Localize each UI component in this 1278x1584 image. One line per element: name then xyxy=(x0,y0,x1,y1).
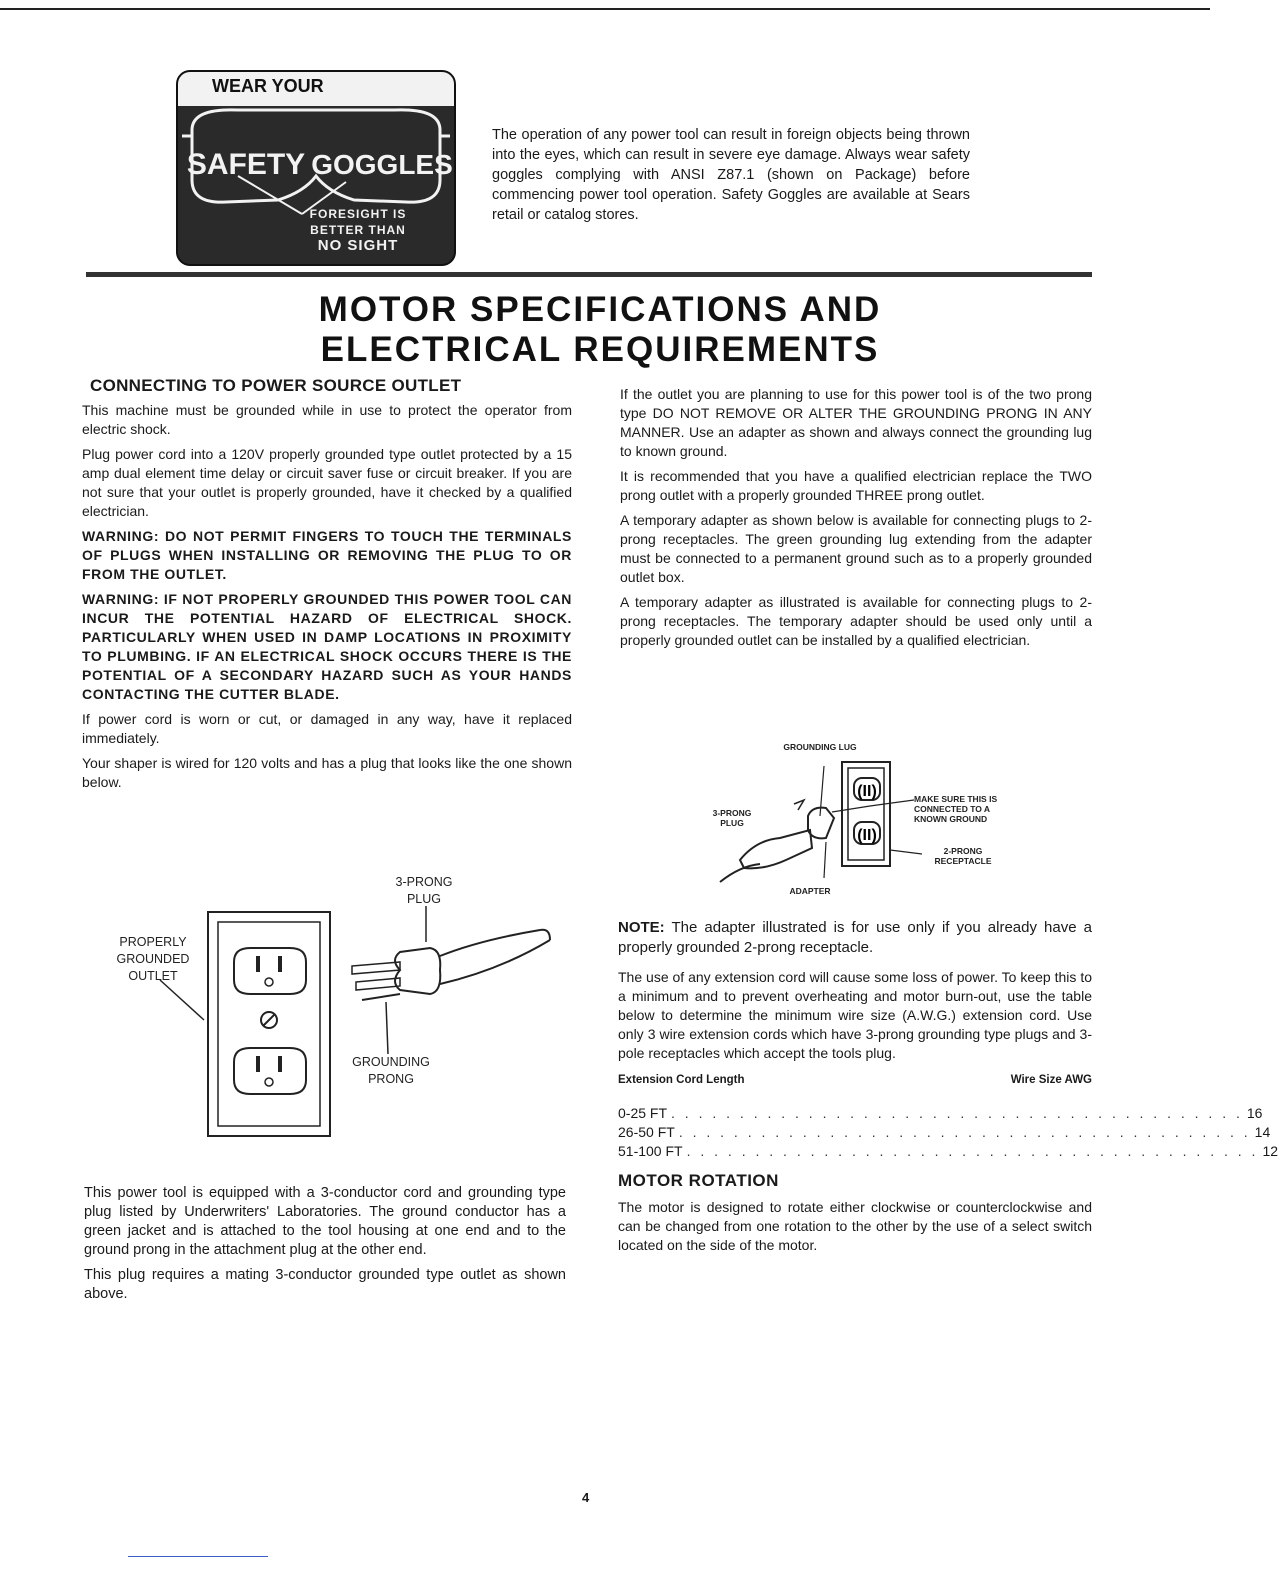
right-column-bottom xyxy=(618,918,1278,1261)
table-row xyxy=(618,1142,1278,1161)
badge-no-sight: NO SIGHT xyxy=(317,237,399,254)
paragraph: This power tool is equipped with a 3-conductor cord and grounding type plug listed by Underwriters' Laboratories. The ground conductor has a green jacket and is attached to the tool housing at one end and to the ground prong in the attachment plug at the other end. xyxy=(84,1185,566,1258)
row-length: 0-25 FT xyxy=(618,1105,668,1121)
receptacle-slots-icon: (II) xyxy=(857,827,877,844)
badge-goggles-text: GOGGLES xyxy=(311,149,453,180)
leader-dots: . . . . . . . . . . . . . . . . . . . . . . . . . . . . . . . . . . . . . . . . . . xyxy=(686,1143,1259,1159)
warning-grounding: WARNING: IF NOT PROPERLY GROUNDED THIS POWER TOOL CAN INCUR THE POTENTIAL HAZARD OF ELECTRICAL SHOCK. PARTICULARLY WHEN USED IN DAMP LOCATIONS IN PROXIMITY TO PLUMBING. IF AN ELECTRICAL SHOCK OCCURS THERE IS THE POTENTIAL OF A SECONDARY HAZARD SUCH AS YOUR HANDS CONTACTING THE CUTTER BLADE. xyxy=(82,591,572,702)
paragraph: A temporary adapter as illustrated is available for connecting plugs to 2-prong receptacles. The temporary adapter should be used only until a properly grounded outlet can be installed by a qualified electrician. xyxy=(620,594,1092,648)
row-awg: 12 xyxy=(1262,1143,1278,1159)
row-awg: 16 xyxy=(1246,1105,1263,1121)
known-ground-label xyxy=(914,794,1024,824)
plug-label-line: 3-PRONG xyxy=(395,875,453,889)
row-length: 51-100 FT xyxy=(618,1143,683,1159)
outlet-label-line: PROPERLY xyxy=(119,935,187,949)
paragraph: This machine must be grounded while in use to protect the operator from electric shock. xyxy=(82,402,572,437)
extension-cord-text: The use of any extension cord will cause some loss of power. To keep this to a minimum and to prevent overheating and motor burn-out, use the table below to determine the minimum wire size (A.W.G.) extension cord. Use only 3 wire extension cords which have 3-prong grounding type plugs and 3-pole receptacles which accept the tools plug. xyxy=(618,969,1092,1061)
receptacle-label xyxy=(918,846,1008,866)
badge-better-line: BETTER THAN xyxy=(310,223,406,237)
known-ground-line: CONNECTED TO A xyxy=(914,804,991,814)
leader-dots: . . . . . . . . . . . . . . . . . . . . . . . . . . . . . . . . . . . . . . . . . . xyxy=(678,1124,1251,1140)
plug-label xyxy=(374,874,474,908)
receptacle-slots-icon: (II) xyxy=(857,783,877,800)
table-row xyxy=(618,1104,1263,1123)
paragraph: If power cord is worn or cut, or damaged in any way, have it replaced immediately. xyxy=(82,711,572,746)
paragraph: Plug power cord into a 120V properly grounded type outlet protected by a 15 amp dual element time delay or circuit saver fuse or circuit breaker. If you are not sure that your outlet is properly grounded, have it checked by a qualified electrician. xyxy=(82,446,572,519)
grounding-lug-label: GROUNDING LUG xyxy=(783,742,857,752)
section-divider xyxy=(86,272,1092,277)
page-number: 4 xyxy=(582,1490,590,1505)
extension-table-header xyxy=(618,1071,1092,1090)
bottom-mark xyxy=(128,1556,268,1557)
paragraph: If the outlet you are planning to use for this power tool is of the two prong type DO NOT REMOVE OR ALTER THE GROUNDING PRONG IN ANY MANNER. Use an adapter as shown and always connect the grounding lug to known ground. xyxy=(620,386,1092,459)
motor-rotation-heading: MOTOR ROTATION xyxy=(618,1171,779,1190)
page-title xyxy=(150,290,1050,370)
outlet-label-line: OUTLET xyxy=(128,969,178,983)
right-column xyxy=(620,385,1092,656)
section-heading: CONNECTING TO POWER SOURCE OUTLET xyxy=(90,376,462,395)
badge-foresight-line: FORESIGHT IS xyxy=(309,207,407,221)
safety-goggles-badge xyxy=(176,70,456,266)
col-wire-header: Wire Size AWG xyxy=(1010,1074,1092,1086)
grounding-prong-line: PRONG xyxy=(368,1072,414,1086)
receptacle-line: RECEPTACLE xyxy=(934,856,992,866)
badge-foresight xyxy=(298,206,418,254)
paragraph: A temporary adapter as shown below is available for connecting plugs to 2-prong receptacles. The green grounding lug extending from the adapter must be connected to a permanent ground such as to a properly grounded outlet box. xyxy=(620,512,1092,585)
note-text: The adapter illustrated is for use only if you already have a properly grounded 2-prong receptacle. xyxy=(618,919,1092,956)
adapter-plug-line: 3-PRONG xyxy=(712,808,752,818)
leader-dots: . . . . . . . . . . . . . . . . . . . . . . . . . . . . . . . . . . . . . . . . . . xyxy=(671,1105,1243,1121)
col-length-header: Extension Cord Length xyxy=(618,1074,745,1086)
table-row xyxy=(618,1123,1271,1142)
row-awg: 14 xyxy=(1254,1124,1271,1140)
motor-rotation-text: The motor is designed to rotate either clockwise or counterclockwise and can be changed from one rotation to the other by the use of a select switch located on the side of the motor. xyxy=(618,1199,1092,1253)
row-length: 26-50 FT xyxy=(618,1124,675,1140)
receptacle-line: 2-PRONG xyxy=(943,846,983,856)
adapter-plug-line: PLUG xyxy=(720,818,744,828)
grounded-outlet-figure xyxy=(100,870,580,1170)
paragraph: Your shaper is wired for 120 volts and has a plug that looks like the one shown below. xyxy=(82,755,572,790)
title-line-2: ELECTRICAL REQUIREMENTS xyxy=(320,330,880,369)
left-column-bottom xyxy=(84,1184,566,1310)
top-border xyxy=(0,8,1210,10)
adapter-plug-label xyxy=(700,808,764,828)
adapter-label: ADAPTER xyxy=(789,886,831,896)
left-column xyxy=(82,376,572,798)
badge-safety-text: SAFETY xyxy=(186,148,306,181)
grounding-prong-line: GROUNDING xyxy=(352,1055,430,1069)
known-ground-line: MAKE SURE THIS IS xyxy=(914,794,998,804)
grounding-prong-label xyxy=(336,1054,446,1088)
warning-fingers: WARNING: DO NOT PERMIT FINGERS TO TOUCH THE TERMINALS OF PLUGS WHEN INSTALLING OR REMOVING THE PLUG TO OR FROM THE OUTLET. xyxy=(82,528,572,582)
outlet-label-line: GROUNDED xyxy=(116,952,190,966)
plug-label-line: PLUG xyxy=(406,892,442,906)
paragraph: This plug requires a mating 3-conductor grounded type outlet as shown above. xyxy=(84,1267,566,1302)
paragraph: It is recommended that you have a qualified electrician replace the TWO prong outlet with a properly grounded THREE prong outlet. xyxy=(620,468,1092,503)
title-line-1: MOTOR SPECIFICATIONS AND xyxy=(318,290,882,329)
outlet-label xyxy=(108,934,198,985)
badge-wear-your: WEAR YOUR xyxy=(212,76,324,96)
known-ground-line: KNOWN GROUND xyxy=(914,814,988,824)
goggles-intro-text: The operation of any power tool can result in foreign objects being thrown into the eyes, which can result in severe eye damage. Always wear safety goggles complying with ANSI Z87.1 (shown on Package) before commencing power tool operation. Safety Goggles are available at Sears retail or catalog stores. xyxy=(492,126,970,223)
note xyxy=(618,918,1092,958)
note-label: NOTE: xyxy=(618,919,665,936)
